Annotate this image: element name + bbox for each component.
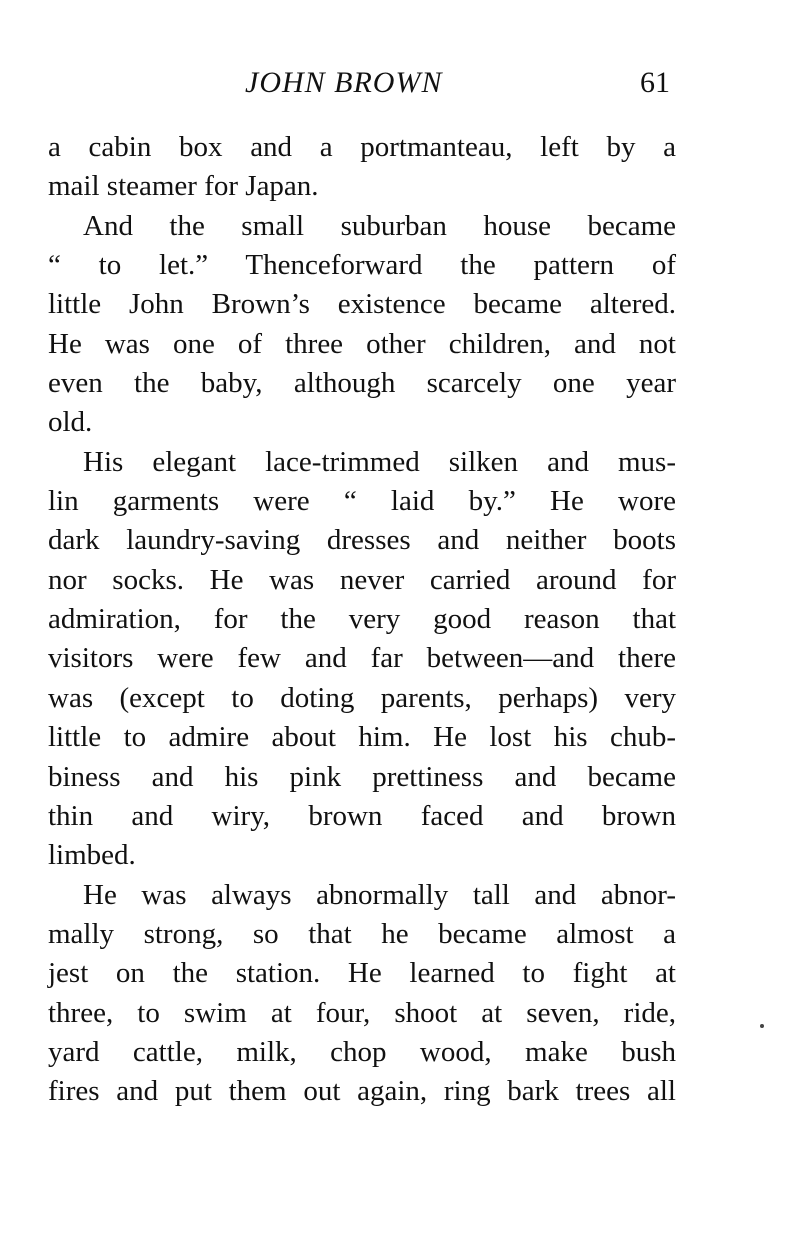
text-line: visitors were few and far between—and there (48, 642, 676, 675)
text-line: was (except to doting parents, perhaps) very (48, 681, 676, 714)
page-number: 61 (640, 66, 670, 99)
text-line: limbed. (48, 839, 136, 872)
text-line: even the baby, although scarcely one year (48, 367, 676, 400)
text-line: He was always abnormally tall and abnor- (83, 878, 676, 911)
text-line: a cabin box and a portmanteau, left by a (48, 131, 676, 163)
page-header (0, 66, 786, 110)
text-line: thin and wiry, brown faced and brown (48, 799, 676, 832)
text-line: three, to swim at four, shoot at seven, ride, (48, 996, 676, 1029)
text-line: He was one of three other children, and not (48, 327, 676, 360)
text-line: admiration, for the very good reason that (48, 603, 676, 636)
text-line: “ to let.” Thenceforward the pattern of (48, 249, 676, 282)
text-line: His elegant lace-trimmed silken and mus- (83, 445, 676, 478)
scan-speck (760, 1024, 764, 1028)
text-line: old. (48, 406, 93, 439)
text-line: dark laundry-saving dresses and neither boots (48, 524, 676, 557)
text-line: biness and his pink prettiness and became (48, 760, 676, 793)
text-line: little John Brown’s existence became altered. (48, 288, 676, 321)
text-line: jest on the station. He learned to fight at (48, 957, 676, 990)
running-title: JOHN BROWN (245, 66, 443, 99)
text-line: yard cattle, milk, chop wood, make bush (48, 1035, 676, 1068)
text-line: fires and put them out again, ring bark trees all (48, 1075, 676, 1108)
body-text (48, 128, 676, 1112)
text-line: mally strong, so that he became almost a (48, 917, 676, 950)
text-line: little to admire about him. He lost his chub- (48, 721, 676, 754)
text-line: And the small suburban house became (83, 209, 676, 242)
text-line: mail steamer for Japan. (48, 170, 319, 203)
text-line: nor socks. He was never carried around for (48, 563, 676, 596)
text-line: lin garments were “ laid by.” He wore (48, 485, 676, 518)
